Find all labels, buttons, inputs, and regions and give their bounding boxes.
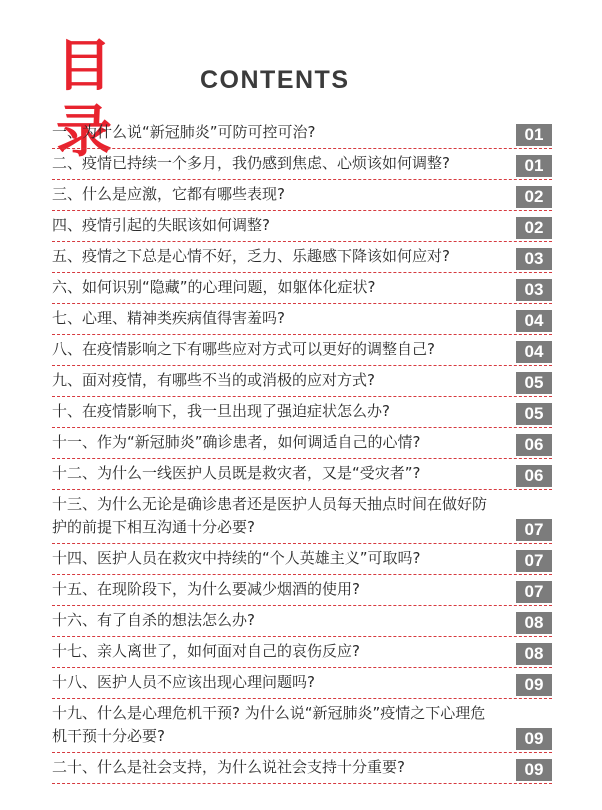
page-subtitle: CONTENTS	[200, 66, 350, 94]
toc-page-number: 03	[516, 248, 552, 270]
toc-entry[interactable]	[52, 304, 552, 335]
toc-entry[interactable]	[52, 753, 552, 784]
toc-entry[interactable]	[52, 397, 552, 428]
toc-entry[interactable]	[52, 118, 552, 149]
toc-entry-title: 五、疫情之下总是心情不好，乏力、乐趣感下降该如何应对?	[52, 247, 450, 265]
toc-page-number: 09	[516, 674, 552, 696]
page-title: 目录	[56, 34, 114, 165]
toc-entry[interactable]	[52, 544, 552, 575]
toc-entry-title: 十四、医护人员在救灾中持续的“个人英雄主义”可取吗?	[52, 549, 421, 567]
toc-page-number: 07	[516, 550, 552, 572]
toc-page-number: 02	[516, 186, 552, 208]
toc-entry[interactable]	[52, 637, 552, 668]
toc-entry[interactable]	[52, 273, 552, 304]
toc-page-number: 06	[516, 434, 552, 456]
toc-entry-title: 十三、为什么无论是确诊患者还是医护人员每天抽点时间在做好防护的前提下相互沟通十分必要?	[52, 495, 488, 536]
toc-entry-title: 一、为什么说“新冠肺炎”可防可控可治?	[52, 123, 316, 141]
toc-entry[interactable]	[52, 490, 552, 544]
toc-entry-title: 二十、什么是社会支持，为什么说社会支持十分重要?	[52, 758, 405, 776]
toc-entry[interactable]	[52, 575, 552, 606]
toc-entry-title: 十八、医护人员不应该出现心理问题吗?	[52, 673, 315, 691]
toc-entry-title: 六、如何识别“隐藏”的心理问题，如躯体化症状?	[52, 278, 376, 296]
toc-entry[interactable]	[52, 366, 552, 397]
toc-entry-title: 十九、什么是心理危机干预? 为什么说“新冠肺炎”疫情之下心理危机干预十分必要?	[52, 704, 486, 745]
toc-page-number: 05	[516, 403, 552, 425]
toc-page-number: 09	[516, 759, 552, 781]
toc-entry[interactable]	[52, 211, 552, 242]
toc-entry[interactable]	[52, 606, 552, 637]
toc-page-number: 04	[516, 310, 552, 332]
toc-entry[interactable]	[52, 428, 552, 459]
toc-page-number: 08	[516, 643, 552, 665]
toc-entry[interactable]	[52, 180, 552, 211]
toc-entry-title: 十七、亲人离世了，如何面对自己的哀伤反应?	[52, 642, 360, 660]
toc-page-number: 07	[516, 581, 552, 603]
toc-entry[interactable]	[52, 699, 552, 753]
toc-page-number: 06	[516, 465, 552, 487]
toc-page-number: 01	[516, 124, 552, 146]
toc-entry[interactable]	[52, 335, 552, 366]
toc-entry-title: 十一、作为“新冠肺炎”确诊患者，如何调适自己的心情?	[52, 433, 421, 451]
toc-page-number: 03	[516, 279, 552, 301]
toc-entry-title: 七、心理、精神类疾病值得害羞吗?	[52, 309, 285, 327]
toc-entry-title: 十、在疫情影响下，我一旦出现了强迫症状怎么办?	[52, 402, 390, 420]
toc-page-number: 02	[516, 217, 552, 239]
toc-entry-title: 四、疫情引起的失眠该如何调整?	[52, 216, 270, 234]
toc-entry-title: 八、在疫情影响之下有哪些应对方式可以更好的调整自己?	[52, 340, 435, 358]
toc-entry-title: 十二、为什么一线医护人员既是救灾者，又是“受灾者”?	[52, 464, 421, 482]
toc-page-number: 08	[516, 612, 552, 634]
table-of-contents	[52, 118, 552, 784]
toc-entry-title: 三、什么是应激，它都有哪些表现?	[52, 185, 285, 203]
toc-entry-title: 十五、在现阶段下，为什么要减少烟酒的使用?	[52, 580, 360, 598]
toc-entry-title: 十六、有了自杀的想法怎么办?	[52, 611, 255, 629]
toc-entry[interactable]	[52, 668, 552, 699]
toc-page-number: 09	[516, 728, 552, 750]
toc-page-number: 01	[516, 155, 552, 177]
toc-entry[interactable]	[52, 459, 552, 490]
toc-entry-title: 九、面对疫情，有哪些不当的或消极的应对方式?	[52, 371, 375, 389]
toc-entry-title: 二、疫情已持续一个多月，我仍感到焦虑、心烦该如何调整?	[52, 154, 450, 172]
toc-page-number: 04	[516, 341, 552, 363]
toc-entry[interactable]	[52, 149, 552, 180]
toc-page-number: 07	[516, 519, 552, 541]
toc-entry[interactable]	[52, 242, 552, 273]
toc-page-number: 05	[516, 372, 552, 394]
